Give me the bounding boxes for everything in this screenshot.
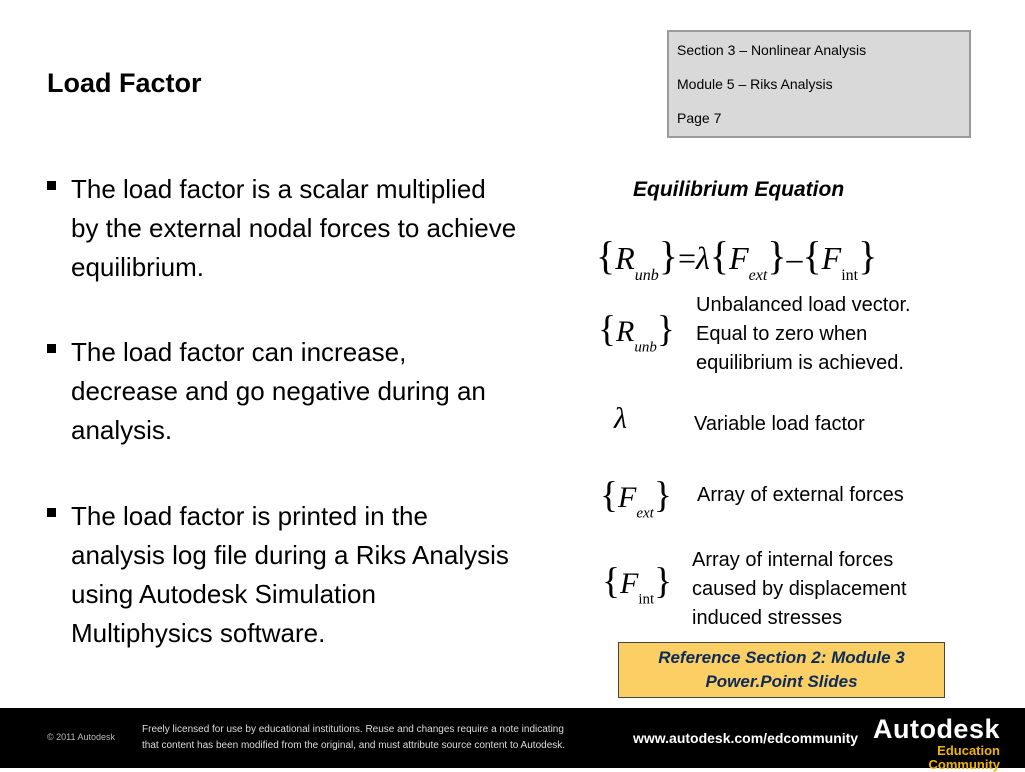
logo-subtitle: Education Community xyxy=(928,743,1000,772)
term-symbol: F xyxy=(618,481,637,514)
license-text xyxy=(142,722,565,754)
bullet-text: The load factor is a scalar multiplied by the external nodal forces to achieve equilibrium. xyxy=(71,174,517,282)
reference-line-2: Power.Point Slides xyxy=(705,672,858,691)
autodesk-logo xyxy=(868,714,1000,772)
term-r-unb-symbol: $\{R_{unb}\}$ xyxy=(598,309,675,356)
bullet-item xyxy=(47,170,517,287)
bullet-text: The load factor is printed in the analysis log file during a Riks Analysis using Autodesk Simulation Multiphysics software. xyxy=(71,501,509,648)
license-line-2: that content has been modified from the original, and must attribute source content to Autodesk. xyxy=(142,740,566,751)
reference-line-1: Reference Section 2: Module 3 xyxy=(658,648,905,667)
logo-wordmark: Autodesk xyxy=(872,714,1000,744)
eq-lambda: λ xyxy=(696,240,710,276)
term-subscript: int xyxy=(638,591,655,608)
eq-r-subscript: unb xyxy=(634,267,659,285)
eq-f-ext-subscript: ext xyxy=(748,267,768,285)
term-lambda-description: Variable load factor xyxy=(694,413,865,435)
footer-bar xyxy=(0,708,1025,772)
eq-f-int-subscript: int xyxy=(841,267,859,285)
term-symbol: R xyxy=(616,315,635,348)
term-r-unb-description: Unbalanced load vector. Equal to zero when equilibrium is achieved. xyxy=(696,294,911,374)
eq-f-int-symbol: F xyxy=(821,240,842,276)
reference-box xyxy=(618,642,945,698)
term-subscript: ext xyxy=(636,505,654,522)
term-f-int-description: Array of internal forces caused by displacement induced stresses xyxy=(692,549,907,629)
page-label: Page 7 xyxy=(677,110,722,126)
term-f-ext-symbol: $\{F_{ext}\}$ xyxy=(600,475,672,522)
section-label: Section 3 – Nonlinear Analysis xyxy=(677,42,867,58)
section-info-box xyxy=(667,30,971,138)
bullet-square-icon xyxy=(47,344,56,353)
license-line-1: Freely licensed for use by educational institutions. Reuse and changes require a note indicating xyxy=(142,724,564,735)
equilibrium-equation: $\{R_{unb}\}=\lambda\{F_{ext}\}-\{F_{int}\}$ xyxy=(596,233,878,285)
module-label: Module 5 – Riks Analysis xyxy=(677,76,833,92)
eq-equals: = xyxy=(677,240,696,276)
term-subscript: unb xyxy=(634,339,657,356)
term-symbol: F xyxy=(620,567,639,600)
copyright-text: © 2011 Autodesk xyxy=(47,732,116,742)
slide-title: Load Factor xyxy=(47,68,202,98)
bullet-square-icon xyxy=(47,508,56,517)
term-f-ext-description: Array of external forces xyxy=(697,484,904,506)
bullet-square-icon xyxy=(47,181,56,190)
bullet-item xyxy=(47,333,517,450)
eq-f-ext-symbol: F xyxy=(729,240,749,276)
term-symbol: λ xyxy=(614,402,627,435)
eq-r-symbol: R xyxy=(615,240,635,276)
term-f-int-symbol: $\{F_{int}\}$ xyxy=(602,561,673,608)
edcommunity-link[interactable]: www.autodesk.com/edcommunity xyxy=(633,730,859,746)
eq-minus: – xyxy=(786,240,803,276)
bullet-item xyxy=(47,497,517,653)
term-lambda-symbol xyxy=(614,402,627,436)
equilibrium-heading: Equilibrium Equation xyxy=(633,178,845,201)
bullet-text: The load factor can increase, decrease and go negative during an analysis. xyxy=(71,337,486,445)
